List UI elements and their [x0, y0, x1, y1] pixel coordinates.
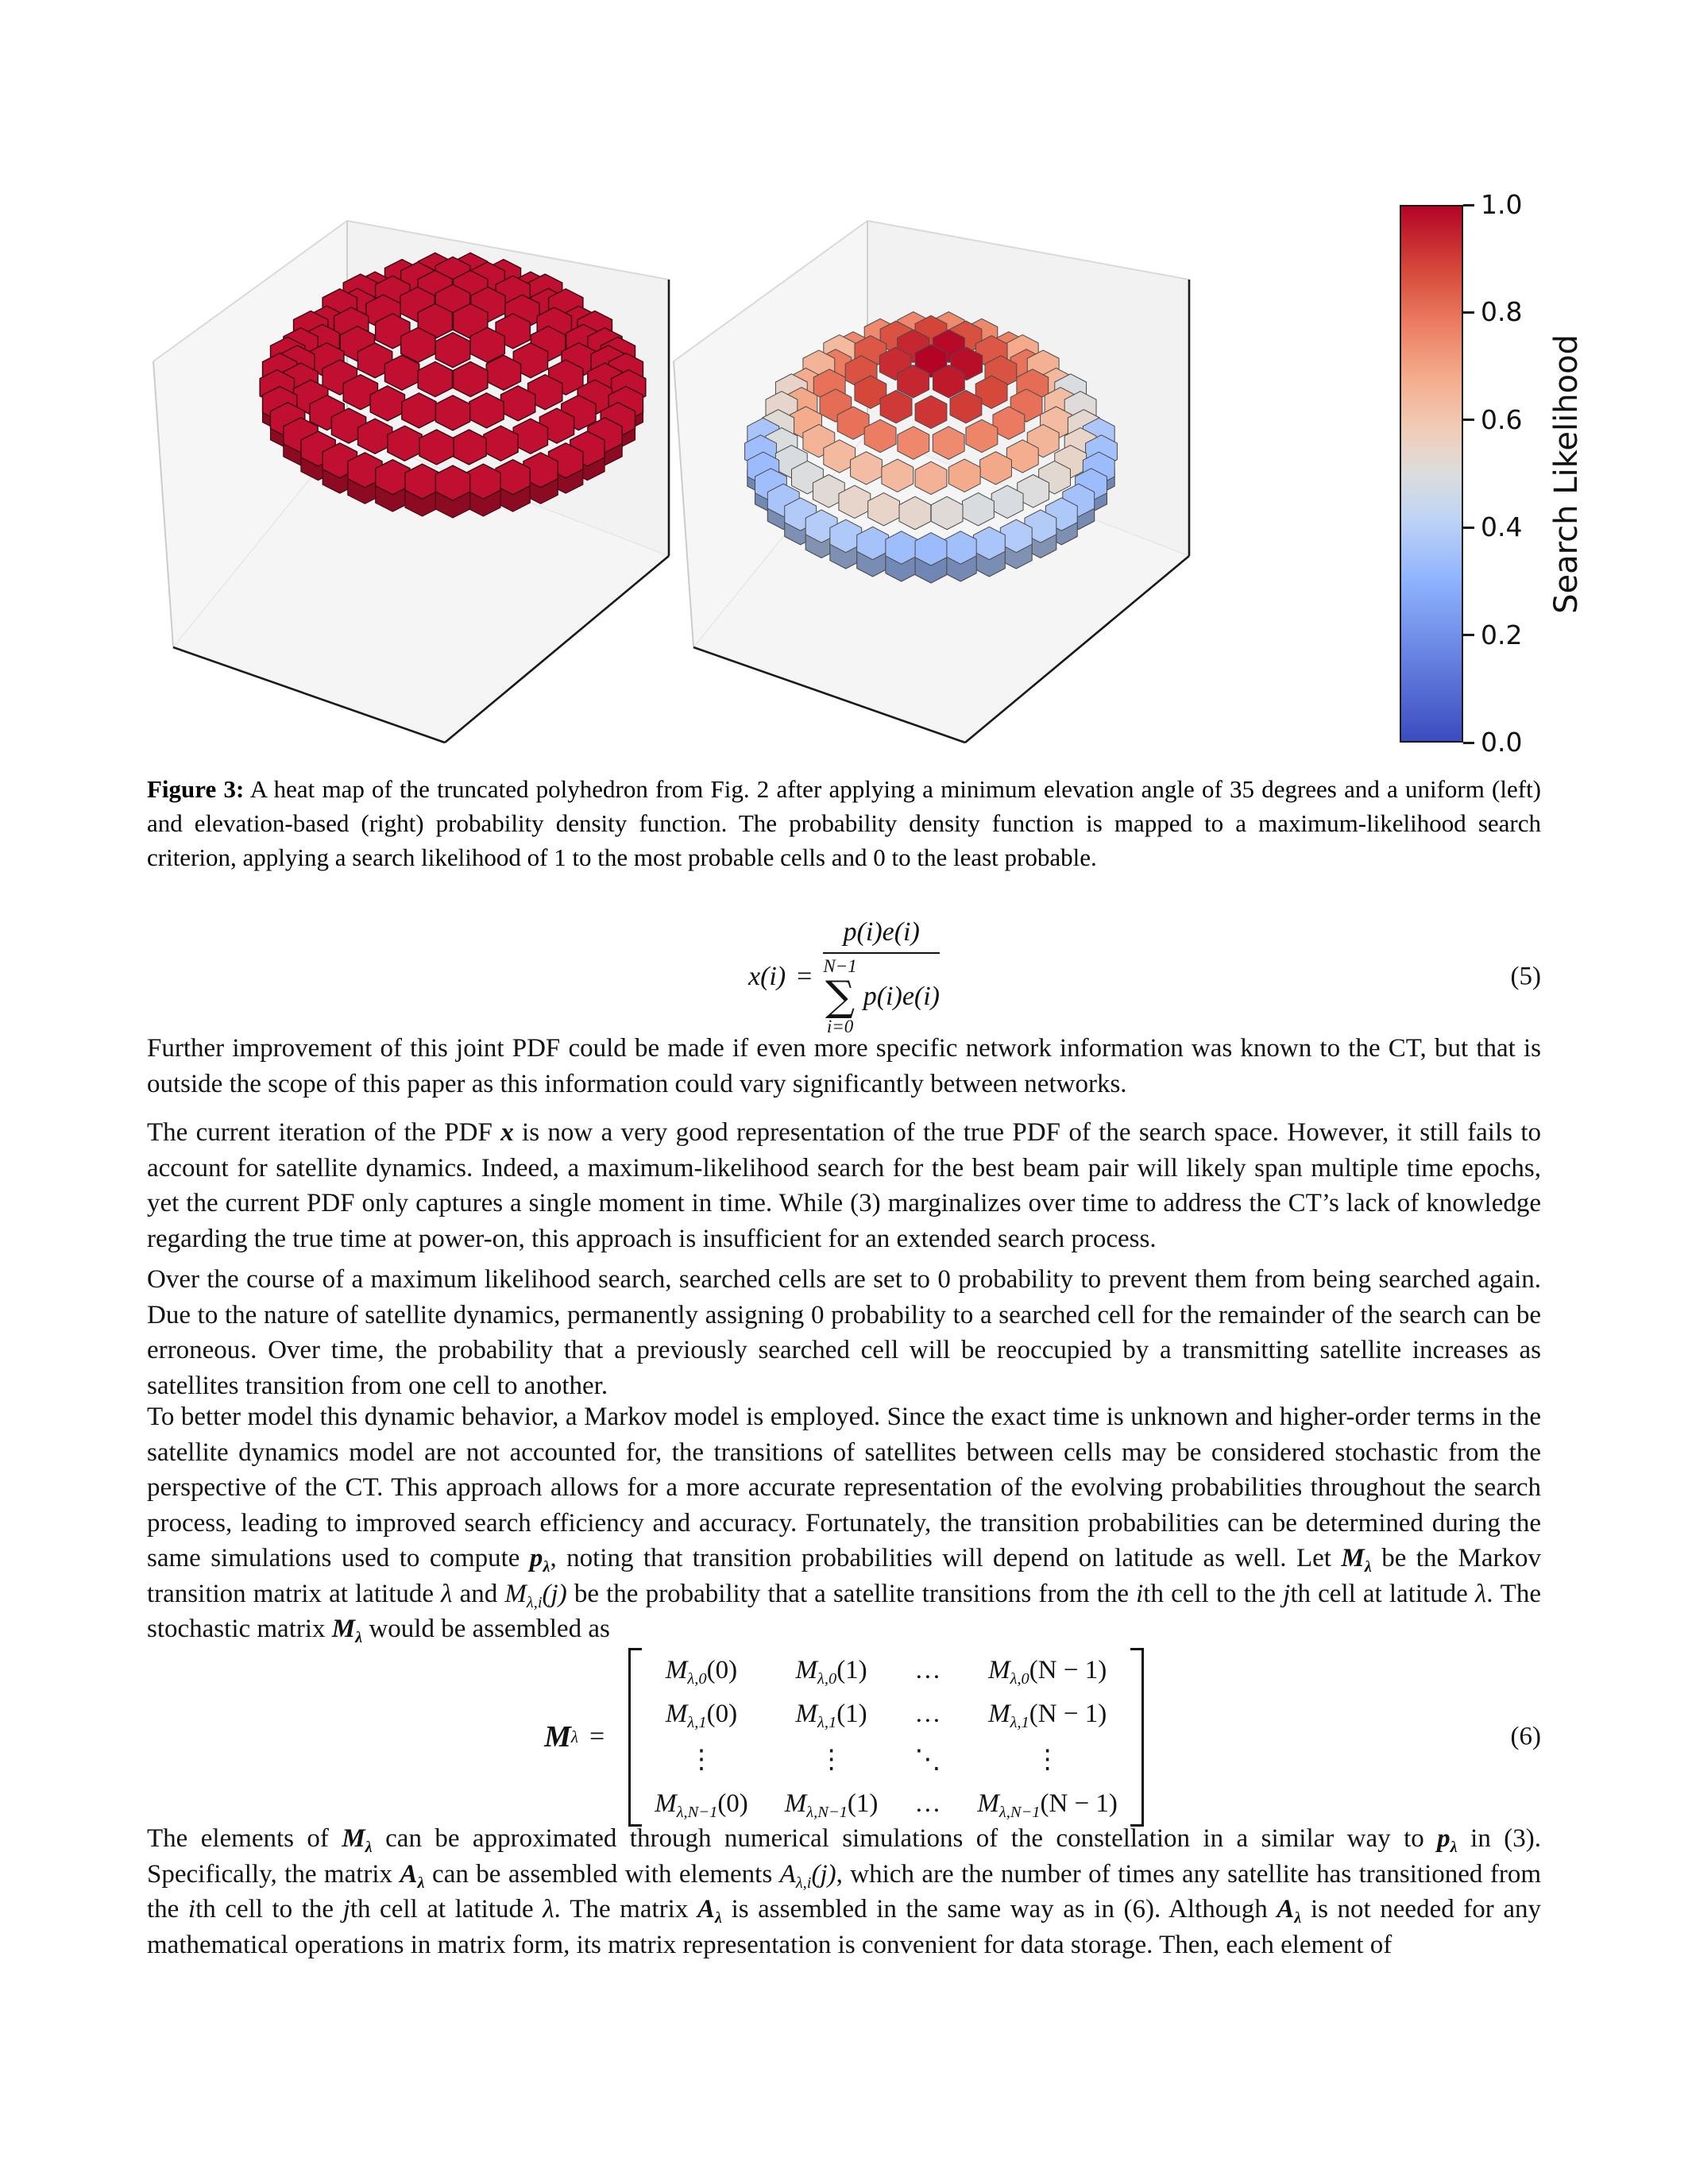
eq6-matrix	[628, 1648, 1144, 1827]
colorbar-tick-label: 0.4	[1481, 511, 1523, 543]
colorbar-tick-mark	[1463, 527, 1474, 529]
equation-5	[147, 917, 1541, 1036]
colorbar-tick-mark	[1463, 204, 1474, 206]
eq5-fraction	[823, 917, 940, 1036]
matrix-cell: $M_{\lambda,1}(N - 1)$	[988, 1699, 1107, 1731]
eq5-numerator: p(i)e(i)	[843, 916, 920, 947]
matrix-cell: $M_{\lambda,1}(0)$	[665, 1699, 738, 1731]
matrix-cell: $M_{\lambda,0}(N - 1)$	[988, 1655, 1107, 1688]
matrix-cell: $M_{\lambda,0}(1)$	[795, 1655, 867, 1688]
figure-caption	[147, 772, 1541, 874]
matrix-cell: ⋮	[688, 1745, 715, 1774]
eq5-denominator	[823, 954, 940, 1036]
plot-elevation-pdf	[674, 221, 1189, 743]
matrix-cell: $M_{\lambda,N-1}(0)$	[655, 1788, 748, 1821]
sigma-symbol: ∑	[825, 973, 856, 1021]
colorbar-tick-mark	[1463, 419, 1474, 421]
matrix-cell: …	[914, 1788, 941, 1818]
eq6-tag: (6)	[1510, 1722, 1541, 1751]
figure-caption-label: Figure 3:	[147, 775, 245, 803]
matrix-cell: $M_{\lambda,0}(0)$	[665, 1655, 738, 1688]
eq5-summation	[823, 957, 856, 1036]
matrix-grid	[642, 1648, 1130, 1827]
eq6-lhs: M	[544, 1720, 571, 1754]
matrix-left-bracket	[628, 1648, 642, 1827]
colorbar-tick-mark	[1463, 742, 1474, 744]
paragraph-1: Further improvement of this joint PDF could be made if even more specific network information was known to the CT, but that is outside the scope of this paper as this information could vary significantly between networks.	[147, 1034, 1541, 1098]
matrix-cell: $M_{\lambda,1}(1)$	[795, 1699, 867, 1731]
paragraph-4: To better model this dynamic behavior, a Markov model is employed. Since the exact time is unknown and higher-order terms in the satellite dynamics model are not accounted for, the transitions of satellites between cells may be considered stochastic from the perspective of the CT. This approach allows for a more accurate representation of the evolving probabilities throughout the search process, leading to improved search efficiency and accuracy. Fortunately, the transition probabilities can be determined during the same simulations used to compute $p_\lambda$, noting that transition probabilities will depend on latitude as well. Let $M_\lambda$ be the Markov transition matrix at latitude λ and $M_{\lambda,i}(j)$ be the probability that a satellite transitions from the ith cell to the jth cell at latitude λ. The stochastic matrix $M_\lambda$ would be assembled as	[147, 1403, 1541, 1647]
colorbar-axis-label: Search Likelihood	[1548, 334, 1585, 614]
eq5-lhs: x(i)	[747, 962, 786, 991]
eq6-equals: =	[589, 1722, 605, 1751]
eq5-equals: =	[797, 962, 813, 991]
paragraph-3: Over the course of a maximum likelihood search, searched cells are set to 0 probability to prevent them from being searched again. Due to the nature of satellite dynamics, permanently assigning 0 probability to a searched cell for the remainder of the search can be erroneous. Over time, the probability that a previously searched cell will be reoccupied by a transmitting satellite increases as satellites transition from one cell to another.	[147, 1265, 1541, 1400]
figure-caption-text: A heat map of the truncated polyhedron from Fig. 2 after applying a minimum elevation angle of 35 degrees and a uniform (left) and elevation-based (right) probability density function. The probability density function is mapped to a maximum-likelihood search criterion, applying a search likelihood of 1 to the most probable cells and 0 to the least probable.	[147, 775, 1542, 871]
paragraph-5: The elements of $M_\lambda$ can be approximated through numerical simulations of the constellation in a similar way to $p_\lambda$ in (3). Specifically, the matrix $A_\lambda$ can be assembled with elements $A_{\lambda,i}(j)$, which are the number of times any satellite has transitioned from the ith cell to the jth cell at latitude λ. The matrix $A_\lambda$ is assembled in the same way as in (6). Although $A_\lambda$ is not needed for any mathematical operations in matrix form, its matrix representation is convenient for data storage. Then, each element of	[147, 1824, 1541, 1959]
colorbar-tick-mark	[1463, 634, 1474, 636]
eq5-sum-lower: i=0	[826, 1017, 854, 1037]
matrix-cell: ⋮	[818, 1745, 845, 1774]
eq5-tag: (5)	[1510, 962, 1541, 991]
matrix-cell: …	[914, 1655, 941, 1684]
colorbar-tick-label: 0.6	[1481, 403, 1523, 435]
eq5-den-tail: p(i)e(i)	[863, 982, 941, 1012]
plot-uniform-pdf	[153, 221, 669, 743]
colorbar-tick-label: 0.8	[1481, 296, 1523, 328]
colorbar-tick-label: 0.2	[1481, 619, 1523, 650]
paragraph-2: The current iteration of the PDF x is now a very good representation of the true PDF of the search space. However, it still fails to account for satellite dynamics. Indeed, a maximum-likelihood search for the best beam pair will likely span multiple time epochs, yet the current PDF only captures a single moment in time. While (3) marginalizes over time to address the CT’s lack of knowledge regarding the true time at power-on, this approach is insufficient for an extended search process.	[147, 1118, 1542, 1253]
colorbar-tick-label: 1.0	[1481, 189, 1523, 220]
matrix-cell: ⋱	[914, 1745, 941, 1774]
matrix-cell: ⋮	[1034, 1745, 1061, 1774]
equation-6: M λ = $M_{\lambda,0}(0)$ $M_{\lambda,0}(1)$ … $M_{\lambda,0}(N - 1)$ $M_{\lambda,1}(0)$ $M_{\lambda,1}(1)$ … $M_{\lambda,1}(N - 1)$ ⋮ ⋮ ⋱ ⋮ $M_{\lambda,N-1}(0)$ $M_{\lambda,N-1}(1)$ … $M_{\lambda,N-1}(N - 1)$ (6)	[147, 1646, 1541, 1828]
matrix-right-bracket	[1130, 1648, 1144, 1827]
colorbar-tick-mark	[1463, 311, 1474, 314]
matrix-cell: $M_{\lambda,N-1}(N - 1)$	[977, 1788, 1118, 1821]
colorbar-gradient	[1400, 205, 1463, 743]
colorbar-tick-label: 0.0	[1481, 727, 1523, 758]
matrix-cell: $M_{\lambda,N-1}(1)$	[784, 1788, 879, 1821]
matrix-cell: …	[914, 1699, 941, 1728]
eq5-sum-upper: N−1	[823, 956, 857, 977]
